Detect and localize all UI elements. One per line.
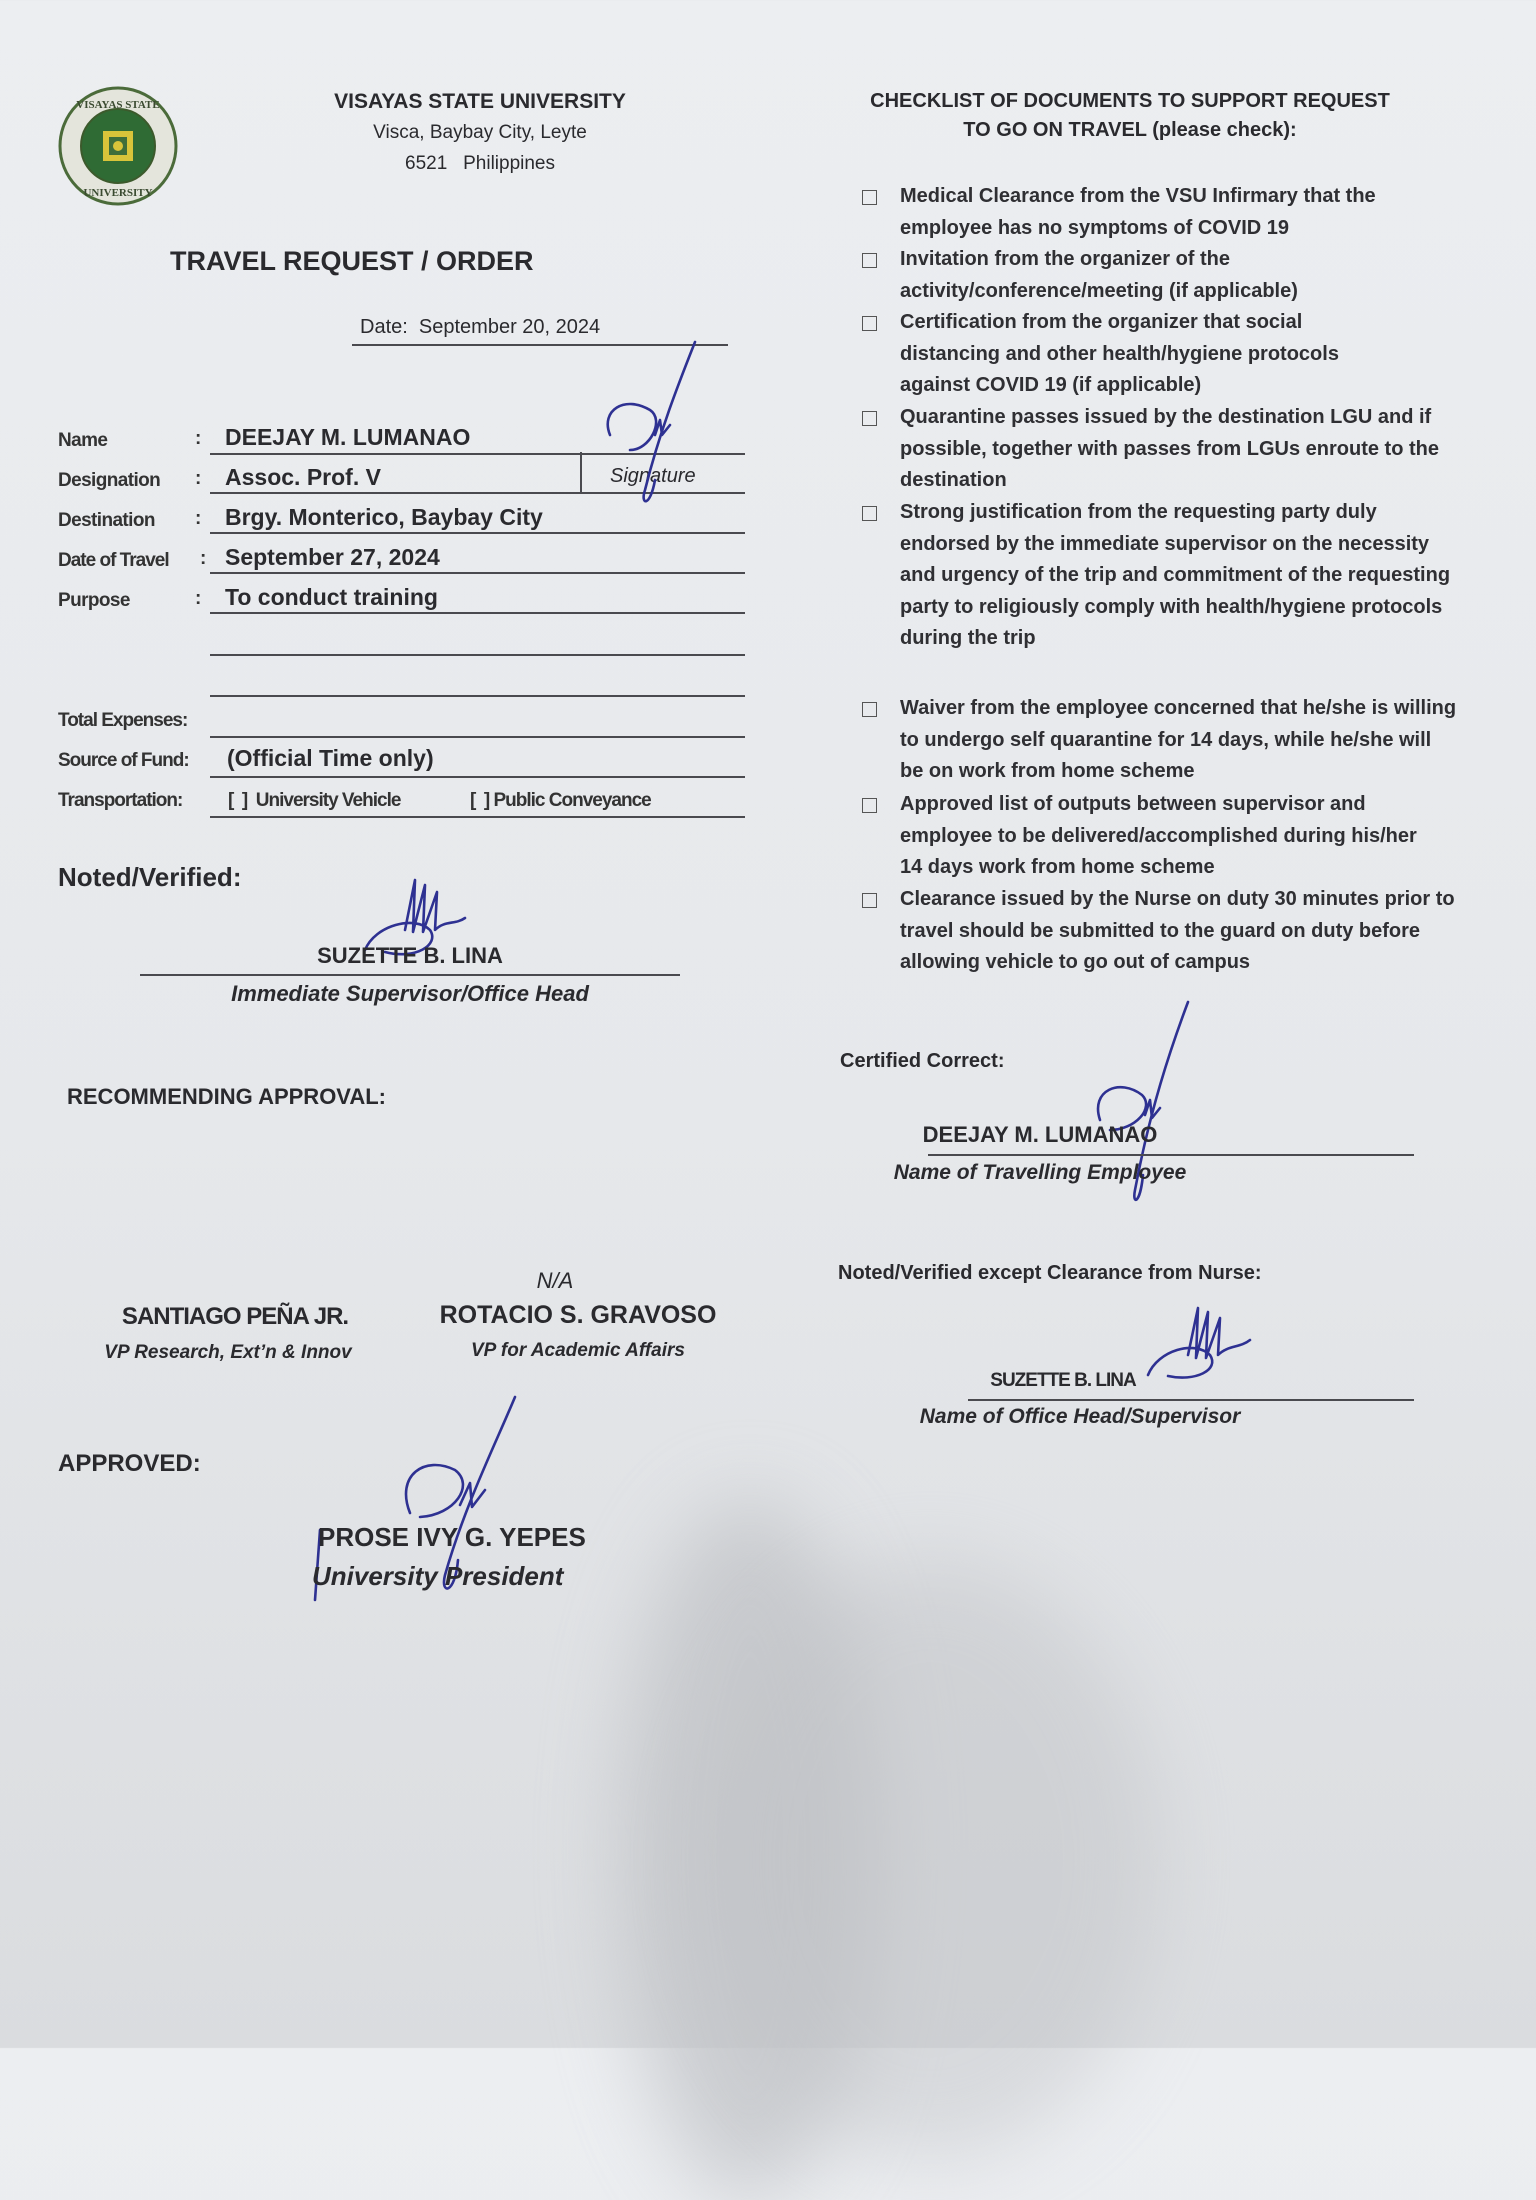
photo-shadow [700,1560,1160,2160]
certified-heading: Certified Correct: [840,1050,1005,1072]
checkbox-approved-outputs[interactable] [862,798,877,813]
checklist-item: Clearance issued by the Nurse on duty 30 minutes prior to travel should be submitted to the guard on duty before allowing vehicle to go out of campus [900,888,1455,973]
address-line-2: 6521 Philippines [405,153,555,174]
field-label-designation: Designation [58,470,161,491]
field-underline [210,532,745,534]
field-value-date-of-travel: September 27, 2024 [225,544,440,570]
colon: : [195,588,201,609]
university-name: VISAYAS STATE UNIVERSITY [334,90,626,113]
checkbox-strong-justification[interactable] [862,506,877,521]
field-value-name: DEEJAY M. LUMANAO [225,424,471,450]
certified-employee-role: Name of Travelling Employee [893,1161,1187,1184]
field-label-date-of-travel: Date of Travel [58,550,169,571]
checklist-item: Invitation from the organizer of the activity/conference/meeting (if applicable) [900,248,1298,302]
field-value-designation: Assoc. Prof. V [225,464,381,490]
checklist-item: Medical Clearance from the VSU Infirmary that the employee has no symptoms of COVID 19 [900,185,1376,239]
source-of-fund-line [210,776,745,778]
checkbox-medical-clearance[interactable] [862,190,877,205]
transport-option-university-vehicle[interactable]: [ ] University Vehicle [228,790,401,811]
source-of-fund-label: Source of Fund: [58,750,189,771]
checkbox-nurse-clearance[interactable] [862,893,877,908]
field-value-destination: Brgy. Monterico, Baybay City [225,504,543,530]
purpose-blank-line [210,695,745,697]
university-seal-logo [56,84,180,208]
address-line-1: Visca, Baybay City, Leyte [373,122,587,143]
checklist-item: Waiver from the employee concerned that he/she is willing to undergo self quarantine for 14 days, while he/she will be on work from home scheme [900,697,1457,782]
vp-academic-name: ROTACIO S. GRAVOSO [439,1301,717,1329]
checklist-item: Certification from the organizer that social distancing and other health/hygiene protocols against COVID 19 (if applicable) [900,311,1339,396]
approved-heading: APPROVED: [58,1450,201,1477]
purpose-blank-line [210,654,745,656]
noted-heading: Noted/Verified: [58,862,242,892]
transportation-label: Transportation: [58,790,183,811]
office-head-line [968,1399,1414,1401]
office-head-name: SUZETTE B. LINA [990,1370,1136,1391]
president-name: PROSE IVY G. YEPES [318,1522,586,1552]
request-date: Date: September 20, 2024 [360,316,601,338]
certified-line [928,1154,1414,1156]
checklist-title-line2: TO GO ON TRAVEL (please check): [963,119,1297,141]
vp-research-role: VP Research, Ext’n & Innov [104,1342,352,1363]
supervisor-line [140,974,680,976]
signature-office-head [1140,1300,1270,1385]
checkbox-certification[interactable] [862,316,877,331]
checklist-item: Strong justification from the requesting party duly endorsed by the immediate supervisor on the necessity and urgency of the trip and commitment of the requesting party to religiously comply with health/hygiene protocols during the trip [900,501,1451,649]
supervisor-name: SUZETTE B. LINA [317,943,503,968]
na-note: N/A [536,1268,574,1293]
source-of-fund-value: (Official Time only) [227,745,434,771]
vp-research-name: SANTIAGO PEÑA JR. [121,1303,349,1330]
form-title: TRAVEL REQUEST / ORDER [170,246,534,276]
checklist-item: Quarantine passes issued by the destination LGU and if possible, together with passes from LGUs enroute to the destination [900,406,1439,491]
checklist-title-line1: CHECKLIST OF DOCUMENTS TO SUPPORT REQUEST [870,90,1390,112]
field-underline [210,612,745,614]
transportation-line [210,816,745,818]
colon: : [195,508,201,529]
field-label-name: Name [58,430,108,451]
transport-option-public-conveyance[interactable]: [ ] Public Conveyance [470,790,651,811]
svg-text:VISAYAS STATE: VISAYAS STATE [76,99,160,111]
field-value-purpose: To conduct training [225,584,438,610]
svg-text:UNIVERSITY: UNIVERSITY [83,187,153,199]
checkbox-waiver[interactable] [862,702,877,717]
checkbox-invitation[interactable] [862,253,877,268]
certified-employee-name: DEEJAY M. LUMANAO [922,1122,1158,1147]
signature-label: Signature [610,465,696,487]
president-role: University President [312,1561,564,1591]
colon: : [195,428,201,449]
field-underline [210,572,745,574]
field-label-destination: Destination [58,510,155,531]
field-label-purpose: Purpose [58,590,130,611]
total-expenses-line [210,736,745,738]
checklist-item: Approved list of outputs between supervisor and employee to be delivered/accomplished during his/her 14 days work from home scheme [900,793,1417,878]
noted-nurse-heading: Noted/Verified except Clearance from Nurse: [838,1262,1262,1284]
vp-academic-role: VP for Academic Affairs [470,1340,686,1361]
total-expenses-label: Total Expenses: [58,710,188,731]
office-head-role: Name of Office Head/Supervisor [919,1405,1241,1428]
colon: : [200,548,206,569]
colon: : [195,468,201,489]
signature-employee [580,340,700,520]
checkbox-quarantine-passes[interactable] [862,411,877,426]
supervisor-role: Immediate Supervisor/Office Head [231,981,589,1006]
recommending-heading: RECOMMENDING APPROVAL: [67,1084,386,1109]
